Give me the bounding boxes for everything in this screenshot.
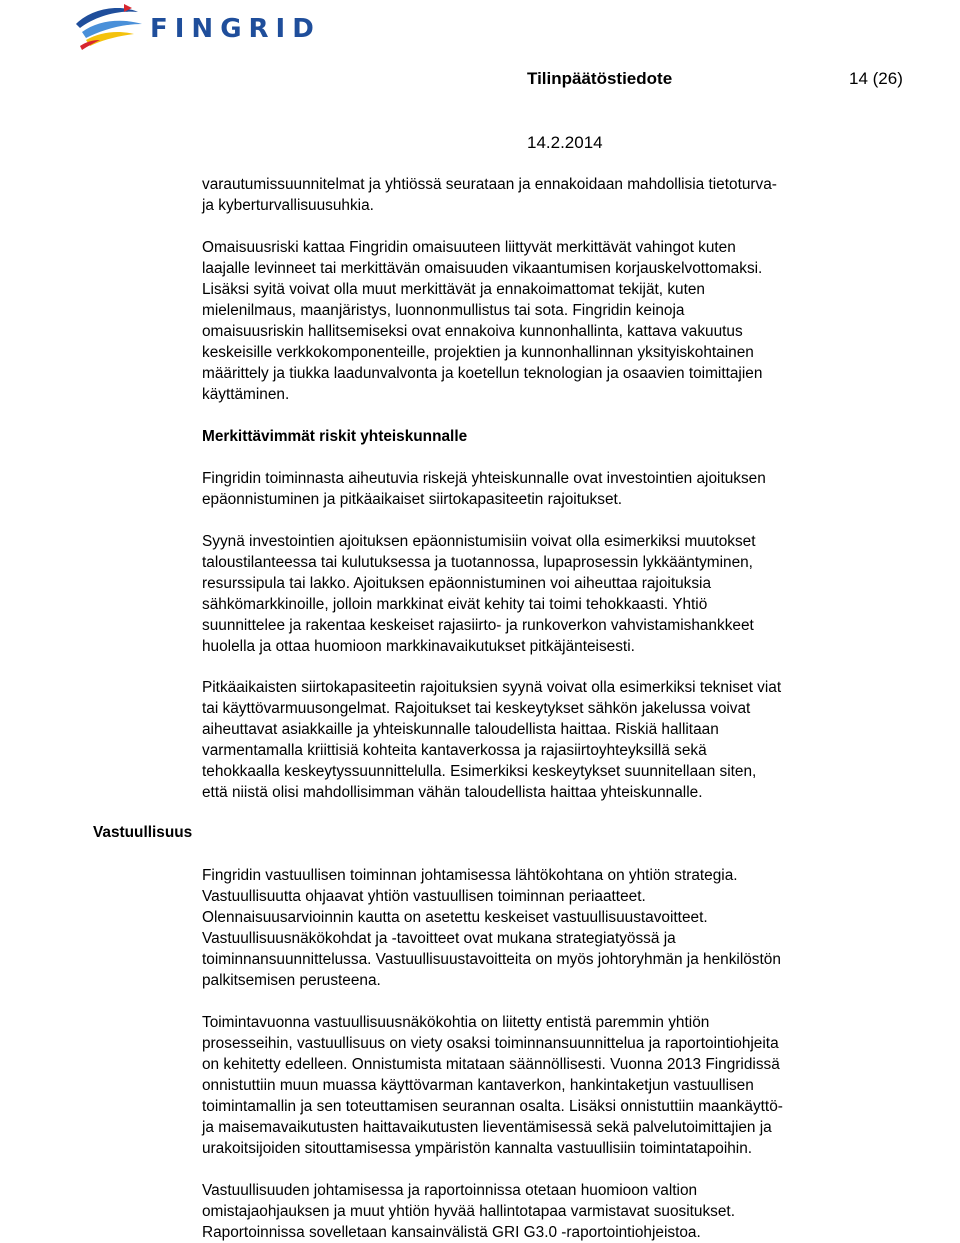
- text-line: palkitsemisen perusteena.: [202, 972, 381, 989]
- page-number: 14 (26): [849, 69, 903, 88]
- text-line: ja kyberturvallisuusuhkia.: [202, 197, 374, 214]
- paragraph-6: [202, 865, 902, 991]
- text-line: prosesseihin, vastuullisuus on viety osaksi toiminnansuunnittelua ja raportointiohjeita: [202, 1035, 779, 1052]
- document-title: Tilinpäätöstiedote: [527, 69, 673, 88]
- text-line: ja maisemavaikutusten haittavaikutusten lieventämisessä sekä palvelutoimittajien ja: [202, 1119, 772, 1136]
- text-line: tai käyttövarmuusongelmat. Rajoitukset tai keskeytykset sähkön jakelussa voivat: [202, 700, 751, 717]
- paragraph-7: [202, 1012, 902, 1159]
- logo-wordmark: FINGRID: [150, 14, 321, 44]
- text-line: Pitkäaikaisten siirtokapasiteetin rajoituksien syynä voivat olla esimerkiksi tekniset viat: [202, 679, 782, 696]
- text-line: omistajaohjauksen ja muut yhtiön hyvää hallintotapaa varmistavat suositukset.: [202, 1203, 735, 1220]
- text-line: Raportoinnissa sovelletaan kansainvälistä GRI G3.0 -raportointiohjeistoa.: [202, 1224, 701, 1241]
- paragraph-2: [202, 237, 902, 405]
- text-line: toiminnansuunnittelussa. Vastuullisuustavoitteita on myös johtoryhmän ja henkilöstön: [202, 951, 781, 968]
- text-line: varmentamalla kriittisiä kohteita kantaverkossa ja rajasiirtoyhteyksillä sekä: [202, 742, 707, 759]
- text-line: Vastuullisuutta ohjaavat yhtiön vastuullisen toiminnan periaatteet.: [202, 888, 646, 905]
- text-line: Toimintavuonna vastuullisuusnäkökohtia on liitetty entistä paremmin yhtiön: [202, 1014, 710, 1031]
- text-line: Fingridin toiminnasta aiheutuvia riskejä yhteiskunnalle ovat investointien ajoituksen: [202, 470, 766, 487]
- text-line: keskeisille verkkokomponenteille, projektien ja kunnonhallinnan yksityiskohtainen: [202, 344, 754, 361]
- text-line: Olennaisuusarvioinnin kautta on asetettu keskeiset vastuullisuustavoitteet.: [202, 909, 708, 926]
- text-line: omaisuusriskin hallitsemiseksi ovat ennakoiva kunnonhallinta, kattava vakuutus: [202, 323, 743, 340]
- section-heading-responsibility: Vastuullisuus: [93, 824, 193, 841]
- text-line: Omaisuusriski kattaa Fingridin omaisuuteen liittyvät merkittävät vahingot kuten: [202, 239, 736, 256]
- text-line: toimintamallin ja sen toteuttamisen seurannan osalta. Lisäksi onnistuttiin maankäyttö-: [202, 1098, 783, 1115]
- text-line: tehokkaalla keskeytyssuunnittelulla. Esimerkiksi keskeytykset suunnitellaan siten,: [202, 763, 757, 780]
- text-line: Vastuullisuusnäkökohdat ja -tavoitteet ovat mukana strategiatyössä ja: [202, 930, 676, 947]
- text-line: taloustilanteessa tai kulutuksessa ja tuotannossa, lupaprosessin lykkääntyminen,: [202, 554, 753, 571]
- text-line: epäonnistuminen ja pitkäaikaiset siirtokapasiteetin rajoitukset.: [202, 491, 623, 508]
- text-line: mielenilmaus, maanjäristys, luonnonmullistus tai sota. Fingridin keinoja: [202, 302, 685, 319]
- text-line: Syynä investointien ajoituksen epäonnistumisiin voivat olla esimerkiksi muutokset: [202, 533, 756, 550]
- text-line: laajalle levinneet tai merkittävän omaisuuden vikaantumisen korjauskelvottomaksi.: [202, 260, 763, 277]
- paragraph-1: [202, 174, 902, 216]
- text-line: käyttäminen.: [202, 386, 290, 403]
- text-line: että niistä olisi mahdollisimman vähän taloudellista haittaa yhteiskunnalle.: [202, 784, 703, 801]
- text-line: suunnittelee ja rakentaa keskeiset rajasiirto- ja runkoverkon vahvistamishankkeet: [202, 617, 754, 634]
- text-line: Vastuullisuuden johtamisessa ja raportoinnissa otetaan huomioon valtion: [202, 1182, 698, 1199]
- paragraph-8: [202, 1180, 902, 1243]
- section-heading-society-risks: Merkittävimmät riskit yhteiskunnalle: [202, 428, 468, 445]
- paragraph-3: [202, 468, 902, 510]
- text-line: onnistuttiin muun muassa käyttövarman kantaverkon, hankintaketjun vastuullisen: [202, 1077, 754, 1094]
- text-line: on kehitetty edelleen. Onnistumista mitataan säännöllisesti. Vuonna 2013 Fingridissä: [202, 1056, 780, 1073]
- text-line: määrittely ja tiukka laadunvalvonta ja koetellun teknologian ja osaavien toimittajien: [202, 365, 763, 382]
- text-line: urakoitsijoiden sitouttamisessa ympäristön kannalta vastuullisiin toimintatapoihin.: [202, 1140, 753, 1157]
- paragraph-4: [202, 531, 902, 657]
- text-line: sähkömarkkinoille, jolloin markkinat eivät kehity tai toimi tehokkaasti. Yhtiö: [202, 596, 708, 613]
- text-line: Fingridin vastuullisen toiminnan johtamisessa lähtökohtana on yhtiön strategia.: [202, 867, 738, 884]
- text-line: resurssipula tai lakko. Ajoituksen epäonnistuminen voi aiheuttaa rajoituksia: [202, 575, 712, 592]
- paragraph-5: [202, 677, 902, 803]
- fingrid-logo-icon: [72, 2, 152, 52]
- text-line: Lisäksi syitä voivat olla muut merkittävät ja ennakoimattomat tekijät, kuten: [202, 281, 705, 298]
- document-date: 14.2.2014: [527, 133, 603, 152]
- text-line: varautumissuunnitelmat ja yhtiössä seurataan ja ennakoidaan mahdollisia tietoturva-: [202, 176, 777, 193]
- text-line: aiheuttavat asiakkaille ja yhteiskunnalle taloudellista haittaa. Riskiä hallitaan: [202, 721, 719, 738]
- fingrid-logo: [72, 2, 321, 52]
- text-line: huolella ja ottaa huomioon markkinavaikutukset pitkäjänteisesti.: [202, 638, 635, 655]
